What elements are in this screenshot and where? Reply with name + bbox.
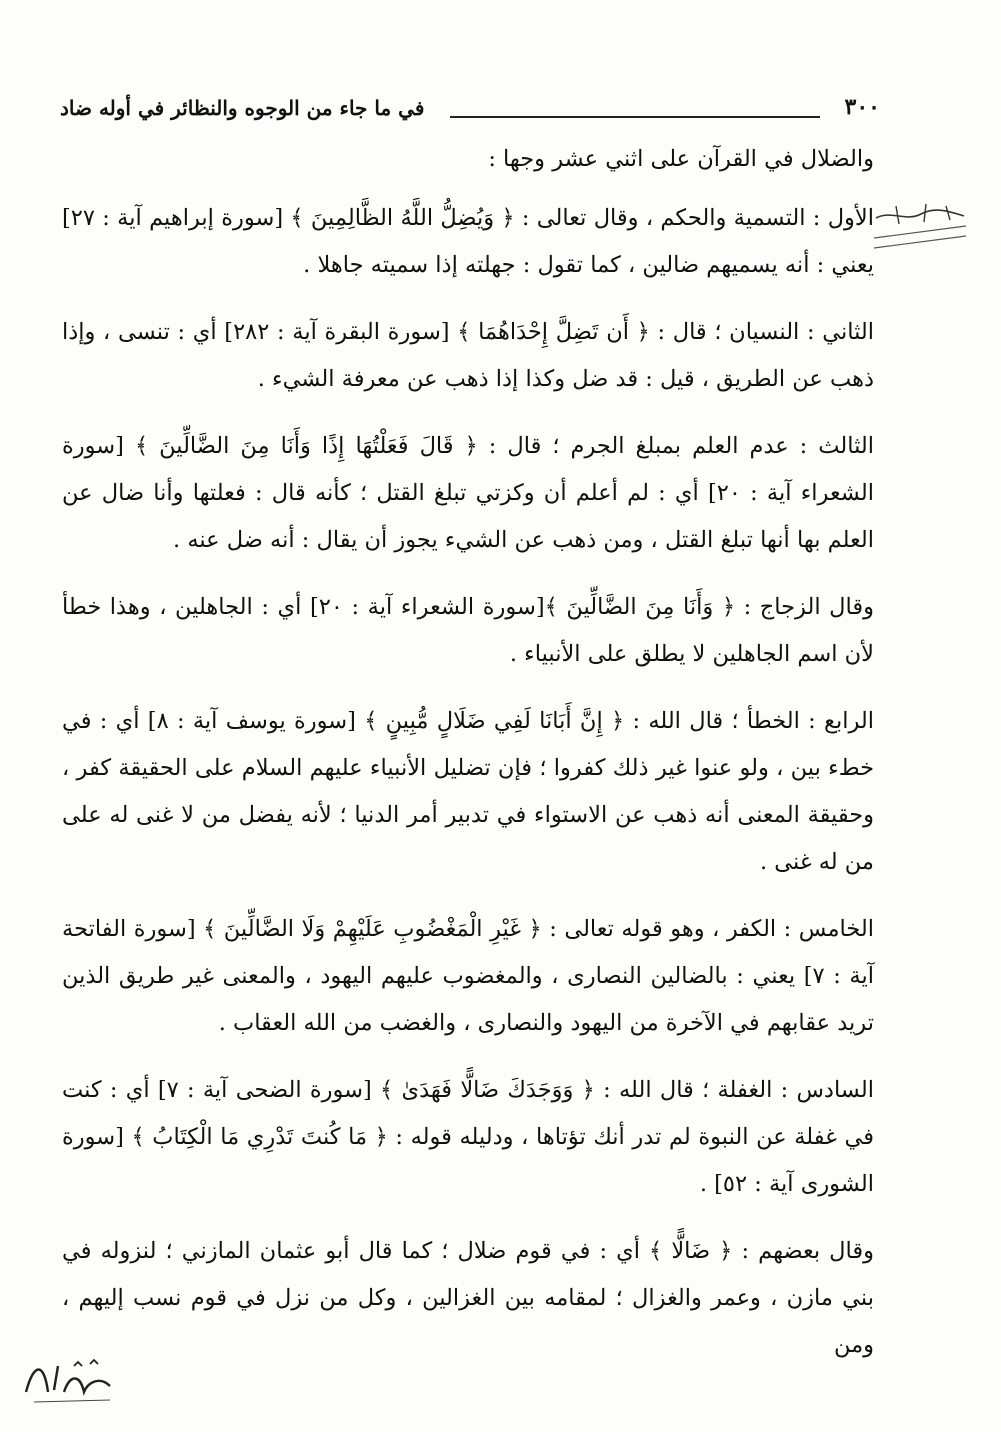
paragraph-second-meaning: الثاني : النسيان ؛ قال : ﴿ أَن تَضِلَّ إِحْدَاهُمَا ﴾ [سورة البقرة آية : ٢٨٢] أي : تنسى ، وإذا ذهب عن الطريق ، قيل : قد ضل وكذا إذا ذهب عن معرفة الشيء .	[62, 319, 874, 392]
page-header	[60, 94, 880, 128]
intro-line: والضلال في القرآن على اثني عشر وجها :	[488, 146, 874, 172]
paragraph-first-meaning: الأول : التسمية والحكم ، وقال تعالى : ﴿ وَيُضِلُّ اللَّهُ الظَّالِمِينَ ﴾ [سورة إبراهيم آية : ٢٧] يعني : أنه يسميهم ضالين ، كما تقول : جهلته إذا سميته جاهلا .	[62, 205, 874, 278]
header-rule	[450, 116, 820, 118]
handwritten-margin-note	[866, 196, 976, 266]
running-title: في ما جاء من الوجوه والنظائر في أوله ضاد	[60, 96, 425, 120]
paragraph-fifth-meaning: الخامس : الكفر ، وهو قوله تعالى : ﴿ غَيْرِ الْمَغْضُوبِ عَلَيْهِمْ وَلَا الضَّالِّينَ ﴾ [سورة الفاتحة آية : ٧] يعني : بالضالين النصارى ، والمغضوب عليهم اليهود ، والمعنى غير طريق الذين تريد عقابهم في الآخرة من اليهود والنصارى ، والغضب من الله العقاب .	[62, 916, 875, 1036]
page-number: ٣٠٠	[844, 94, 880, 120]
paragraph-other-opinion: وقال بعضهم : ﴿ ضَالًّا ﴾ أي : في قوم ضلال ؛ كما قال أبو عثمان المازني ؛ لنزوله في بني مازن ، وعمر والغزال ؛ لمقامه بين الغزالين ، وكل من نزل في قوم نسب إليهم ، ومن	[62, 1238, 874, 1358]
library-stamp-logo	[14, 1352, 124, 1410]
paragraph-third-meaning: الثالث : عدم العلم بمبلغ الجرم ؛ قال : ﴿ قَالَ فَعَلْتُهَا إِذًا وَأَنَا مِنَ الضَّالِّينَ ﴾ [سورة الشعراء آية : ٢٠] أي : لم أعلم أن وكزتي تبلغ القتل ؛ كأنه قال : فعلتها وأنا ضال عن العلم بها أنها تبلغ القتل ، ومن ذهب عن الشيء يجوز أن يقال : أنه ضل عنه .	[62, 433, 874, 553]
paragraph-sixth-meaning: السادس : الغفلة ؛ قال الله : ﴿ وَوَجَدَكَ ضَالًّا فَهَدَىٰ ﴾ [سورة الضحى آية : ٧] أي : كنت في غفلة عن النبوة لم تدر أنك تؤتاها ، ودليله قوله : ﴿ مَا كُنتَ تَدْرِي مَا الْكِتَابُ ﴾ [سورة الشورى آية : ٥٢] .	[62, 1077, 874, 1197]
paragraph-zajjaj-quote: وقال الزجاج : ﴿ وَأَنَا مِنَ الضَّالِّينَ ﴾[سورة الشعراء آية : ٢٠] أي : الجاهلين ، وهذا خطأ لأن اسم الجاهلين لا يطلق على الأنبياء .	[62, 594, 874, 667]
page-body	[62, 136, 874, 1389]
paragraph-fourth-meaning: الرابع : الخطأ ؛ قال الله : ﴿ إِنَّ أَبَانَا لَفِي ضَلَالٍ مُّبِينٍ ﴾ [سورة يوسف آية : ٨] أي : في خطء بين ، ولو عنوا غير ذلك كفروا ؛ فإن تضليل الأنبياء عليهم السلام على الحقيقة كفر ، وحقيقة المعنى أنه ذهب عن الاستواء في تدبير أمر الدنيا ؛ لأنه يفضل من لا غنى له على من له غنى .	[62, 708, 875, 875]
